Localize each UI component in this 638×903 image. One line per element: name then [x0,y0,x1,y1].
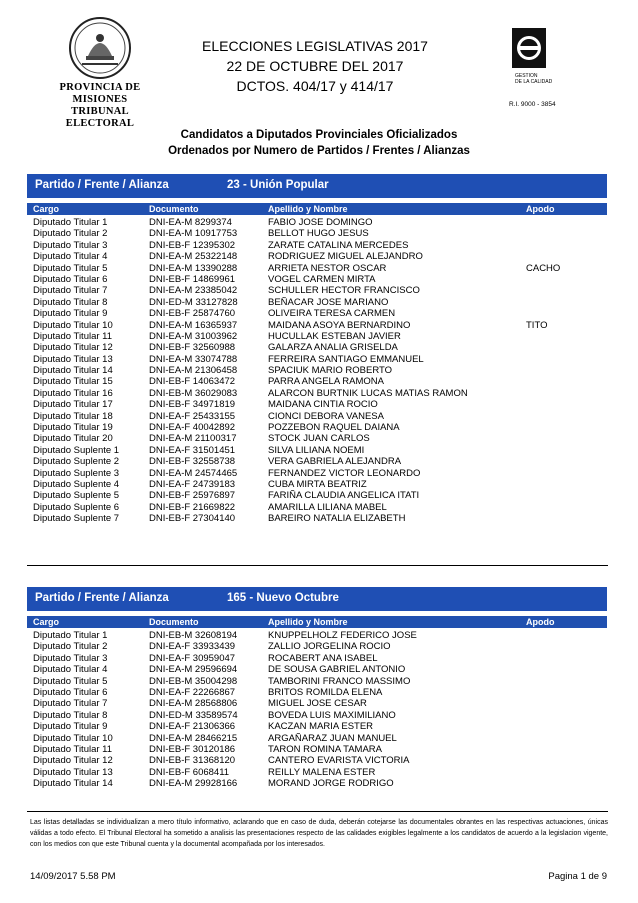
cell-cargo: Diputado Titular 8 [33,296,108,308]
cell-nombre: ROCABERT ANA ISABEL [268,652,378,664]
cell-cargo: Diputado Titular 7 [33,285,108,297]
cell-nombre: MIGUEL JOSE CESAR [268,698,367,710]
cell-cargo: Diputado Titular 12 [33,755,113,767]
cell-documento: DNI-EA-F 22266867 [149,686,236,698]
party-header [27,587,607,611]
cell-cargo: Diputado Titular 3 [33,239,108,251]
cell-documento: DNI-EA-M 21100317 [149,433,237,445]
table-row [27,297,607,308]
cell-nombre: BOVEDA LUIS MAXIMILIANO [268,709,396,721]
table-row [27,664,607,675]
cell-documento: DNI-EA-M 23385042 [149,285,238,297]
cell-nombre: FARIÑA CLAUDIA ANGELICA ITATI [268,490,420,502]
cell-documento: DNI-ED-M 33589574 [149,709,238,721]
cell-documento: DNI-EB-F 21669822 [149,501,236,513]
cell-nombre: PARRA ANGELA RAMONA [268,376,384,388]
party-label: Partido / Frente / Alianza [35,592,169,604]
cell-documento: DNI-EB-F 25976897 [149,490,236,502]
table-row [27,778,607,789]
table-row [27,422,607,433]
cell-apodo: CACHO [526,262,561,274]
cell-nombre: STOCK JUAN CARLOS [268,433,370,445]
cell-cargo: Diputado Suplente 6 [33,501,120,513]
cell-documento: DNI-EB-F 31368120 [149,755,236,767]
cell-cargo: Diputado Titular 5 [33,675,108,687]
table-row [27,228,607,239]
cell-documento: DNI-EA-M 29928166 [149,778,238,790]
cell-documento: DNI-EA-F 30959047 [149,652,236,664]
cell-nombre: BRITOS ROMILDA ELENA [268,686,383,698]
table-row [27,456,607,467]
cell-documento: DNI-EA-M 25322148 [149,251,238,263]
column-header-row [27,616,607,628]
cell-nombre: KNUPPELHOLZ FEDERICO JOSE [268,630,417,641]
cell-documento: DNI-EB-F 14063472 [149,376,236,388]
table-row [27,698,607,709]
table-row [27,490,607,501]
cell-nombre: CUBA MIRTA BEATRIZ [268,478,367,490]
cell-documento: DNI-EA-M 21306458 [149,365,238,377]
table-row [27,274,607,285]
section-divider [27,565,608,566]
cell-cargo: Diputado Titular 20 [33,433,113,445]
cell-documento: DNI-EB-M 36029083 [149,387,238,399]
cell-documento: DNI-EB-F 30120186 [149,743,236,755]
cell-nombre: ARGAÑARAZ JUAN MANUEL [268,732,397,744]
table-row [27,710,607,721]
cell-documento: DNI-EB-M 32608194 [149,630,238,641]
section-divider [27,811,608,812]
iram-number: R.I. 9000 - 3854 [509,101,556,108]
cell-documento: DNI-ED-M 33127828 [149,296,238,308]
table-row [27,733,607,744]
column-header-cargo: Cargo [33,204,60,214]
cell-documento: DNI-EB-F 32558738 [149,456,236,468]
cell-nombre: SPACIUK MARIO ROBERTO [268,365,393,377]
cell-nombre: FERREIRA SANTIAGO EMMANUEL [268,353,424,365]
cell-nombre: VOGEL CARMEN MIRTA [268,273,376,285]
page-number: Pagina 1 de 9 [548,871,607,882]
table-row [27,502,607,513]
table-row [27,468,607,479]
cell-documento: DNI-EA-M 33074788 [149,353,238,365]
cell-documento: DNI-EA-F 33933439 [149,641,236,653]
cell-documento: DNI-EA-M 29596694 [149,664,238,676]
table-row [27,513,607,524]
column-header-documento: Documento [149,204,199,214]
cell-cargo: Diputado Titular 9 [33,308,108,320]
table-row [27,217,607,228]
cell-nombre: SCHULLER HECTOR FRANCISCO [268,285,420,297]
cell-cargo: Diputado Titular 11 [33,743,113,755]
table-row [27,721,607,732]
table-row [27,240,607,251]
cell-cargo: Diputado Suplente 4 [33,478,120,490]
cell-cargo: Diputado Titular 4 [33,251,108,263]
table-row [27,411,607,422]
cell-documento: DNI-EB-F 6068411 [149,766,230,778]
cell-cargo: Diputado Titular 14 [33,778,113,790]
cell-cargo: Diputado Titular 19 [33,422,113,434]
cell-nombre: DE SOUSA GABRIEL ANTONIO [268,664,406,676]
party-header [27,174,607,198]
table-row [27,308,607,319]
party-label: Partido / Frente / Alianza [35,179,169,191]
cell-nombre: FABIO JOSE DOMINGO [268,217,373,228]
cell-cargo: Diputado Suplente 5 [33,490,120,502]
cell-nombre: BAREIRO NATALIA ELIZABETH [268,513,406,525]
column-header-nombre: Apellido y Nombre [268,617,348,627]
cell-nombre: MAIDANA ASOYA BERNARDINO [268,319,411,331]
table-row [27,767,607,778]
cell-cargo: Diputado Titular 5 [33,262,108,274]
cell-nombre: TARON ROMINA TAMARA [268,743,383,755]
cell-documento: DNI-EA-M 8299374 [149,217,232,228]
cell-nombre: HUCULLAK ESTEBAN JAVIER [268,330,401,342]
table-row [27,676,607,687]
table-row [27,365,607,376]
table-row [27,744,607,755]
cell-documento: DNI-EA-M 13390288 [149,262,238,274]
cell-nombre: REILLY MALENA ESTER [268,766,376,778]
cell-cargo: Diputado Titular 9 [33,721,108,733]
cell-cargo: Diputado Titular 2 [33,641,108,653]
cell-cargo: Diputado Titular 3 [33,652,108,664]
cell-nombre: CIONCI DEBORA VANESA [268,410,384,422]
cell-cargo: Diputado Titular 15 [33,376,113,388]
party-name: 165 - Nuevo Octubre [227,592,339,604]
cell-cargo: Diputado Titular 16 [33,387,113,399]
cell-nombre: RODRIGUEZ MIGUEL ALEJANDRO [268,251,423,263]
cell-nombre: ZALLIO JORGELINA ROCIO [268,641,391,653]
cell-cargo: Diputado Suplente 2 [33,456,120,468]
cell-cargo: Diputado Titular 7 [33,698,108,710]
cell-documento: DNI-EB-F 27304140 [149,513,236,525]
table-row [27,263,607,274]
cell-cargo: Diputado Suplente 7 [33,513,120,525]
cell-documento: DNI-EB-F 34971819 [149,399,236,411]
cell-nombre: ZARATE CATALINA MERCEDES [268,239,409,251]
cell-nombre: SILVA LILIANA NOEMI [268,444,365,456]
table-row [27,479,607,490]
column-header-documento: Documento [149,617,199,627]
cell-nombre: VERA GABRIELA ALEJANDRA [268,456,402,468]
cell-cargo: Diputado Titular 11 [33,330,113,342]
candidate-list [27,630,607,789]
table-row [27,331,607,342]
cell-documento: DNI-EA-F 21306366 [149,721,236,733]
table-row [27,687,607,698]
cell-documento: DNI-EA-M 31003962 [149,330,238,342]
cell-cargo: Diputado Titular 1 [33,217,108,228]
cell-documento: DNI-EA-F 40042892 [149,422,236,434]
cell-documento: DNI-EA-M 10917753 [149,228,238,240]
candidate-list [27,217,607,525]
province-seal-icon [68,16,132,80]
column-header-row [27,203,607,215]
cell-documento: DNI-EB-F 12395302 [149,239,236,251]
cell-documento: DNI-EA-F 31501451 [149,444,236,456]
cell-documento: DNI-EB-F 25874760 [149,308,236,320]
cell-cargo: Diputado Titular 10 [33,732,113,744]
cell-documento: DNI-EA-M 16365937 [149,319,238,331]
cell-documento: DNI-EA-F 25433155 [149,410,236,422]
cell-apodo: TITO [526,319,548,331]
cell-nombre: GALARZA ANALIA GRISELDA [268,342,398,354]
document-title: ELECCIONES LEGISLATIVAS 2017 22 DE OCTUBRE DEL 2017 DCTOS. 404/17 y 414/17 [202,38,428,94]
cell-cargo: Diputado Titular 13 [33,353,113,365]
cell-cargo: Diputado Suplente 3 [33,467,120,479]
column-header-apodo: Apodo [526,204,555,214]
cell-cargo: Diputado Titular 14 [33,365,113,377]
cell-cargo: Diputado Titular 2 [33,228,108,240]
cell-documento: DNI-EA-M 28568806 [149,698,238,710]
table-row [27,342,607,353]
cell-nombre: FERNANDEZ VICTOR LEONARDO [268,467,421,479]
column-header-cargo: Cargo [33,617,60,627]
disclaimer-note: Las listas detalladas se individualizan a mero título informativo, aclarando que en caso de duda, deberán cotejarse las documentales obrantes en las respectivas actuaciones, únicas válidas a todo efecto. El Tribunal Electoral ha sometido a analisis las presentaciones respecto de las calidades exigibles legalmente a los candidatos de acuerdo a la legislacion vigente, con los medios con que este Tribunal cuenta y la documental acompañada por los interesados. [30,819,608,848]
cell-nombre: ALARCON BURTNIK LUCAS MATIAS RAMON [268,387,468,399]
cell-documento: DNI-EB-F 32560988 [149,342,236,354]
table-row [27,653,607,664]
print-timestamp: 14/09/2017 5.58 PM [30,871,116,882]
table-row [27,755,607,766]
cell-cargo: Diputado Titular 4 [33,664,108,676]
table-row [27,641,607,652]
iram-certification: GESTION DE LA CALIDAD [515,73,553,85]
cell-cargo: Diputado Titular 8 [33,709,108,721]
cell-nombre: ARRIETA NESTOR OSCAR [268,262,387,274]
table-row [27,433,607,444]
cell-documento: DNI-EB-F 14869961 [149,273,236,285]
cell-cargo: Diputado Suplente 1 [33,444,120,456]
table-row [27,354,607,365]
cell-nombre: BELLOT HUGO JESUS [268,228,369,240]
cell-nombre: AMARILLA LILIANA MABEL [268,501,387,513]
document-subtitle: Candidatos a Diputados Provinciales Oficializados Ordenados por Numero de Partidos / Frentes / Alianzas [168,129,470,157]
table-row [27,399,607,410]
cell-documento: DNI-EA-M 28466215 [149,732,238,744]
cell-nombre: POZZEBON RAQUEL DAIANA [268,422,400,434]
cell-nombre: MAIDANA CINTIA ROCIO [268,399,378,411]
table-row [27,445,607,456]
institution-name: PROVINCIA DE MISIONES TRIBUNAL ELECTORAL [59,82,141,129]
cell-nombre: OLIVEIRA TERESA CARMEN [268,308,396,320]
table-row [27,320,607,331]
party-name: 23 - Unión Popular [227,179,329,191]
cell-cargo: Diputado Titular 13 [33,766,113,778]
cell-nombre: CANTERO EVARISTA VICTORIA [268,755,410,767]
cell-documento: DNI-EA-M 24574465 [149,467,238,479]
table-row [27,388,607,399]
cell-cargo: Diputado Titular 18 [33,410,113,422]
table-row [27,630,607,641]
cell-cargo: Diputado Titular 10 [33,319,113,331]
table-row [27,376,607,387]
cell-nombre: TAMBORINI FRANCO MASSIMO [268,675,411,687]
cell-nombre: KACZAN MARIA ESTER [268,721,374,733]
table-row [27,285,607,296]
cell-documento: DNI-EA-F 24739183 [149,478,236,490]
cell-cargo: Diputado Titular 6 [33,686,108,698]
cell-cargo: Diputado Titular 6 [33,273,108,285]
cell-nombre: BEÑACAR JOSE MARIANO [268,296,389,308]
cell-cargo: Diputado Titular 1 [33,630,108,641]
table-row [27,251,607,262]
iram-logo-icon [512,28,546,68]
column-header-apodo: Apodo [526,617,555,627]
cell-cargo: Diputado Titular 17 [33,399,113,411]
cell-cargo: Diputado Titular 12 [33,342,113,354]
column-header-nombre: Apellido y Nombre [268,204,348,214]
cell-documento: DNI-EB-M 35004298 [149,675,238,687]
cell-nombre: MORAND JORGE RODRIGO [268,778,394,790]
